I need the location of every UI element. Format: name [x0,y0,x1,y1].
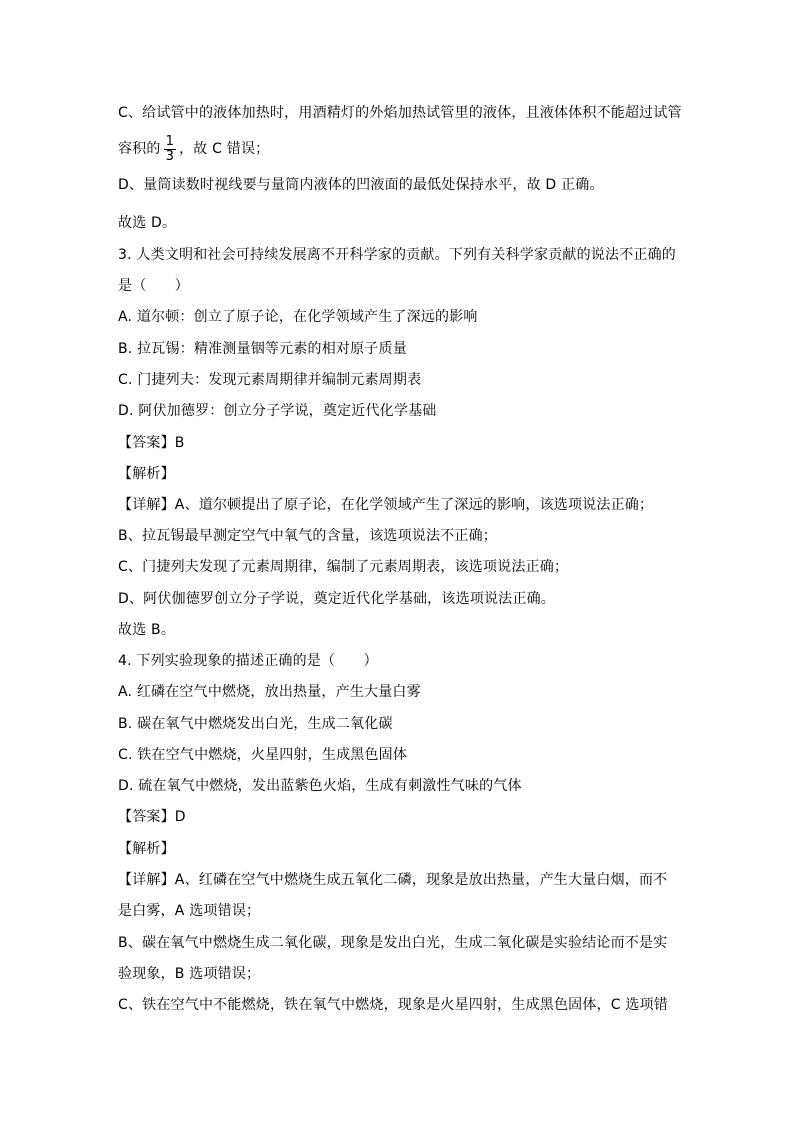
q4-analysis-label: 【解析】 [118,841,175,857]
q2-c-suffix: ，故 C 错误； [179,141,270,157]
q2-option-d-analysis: D、量筒读数时视线要与量筒内液体的凹液面的最低处保持水平，故 D 正确。 [118,177,604,193]
q3-option-d: D. 阿伏加德罗：创立分子学说，奠定近代化学基础 [118,403,437,419]
fraction-one-third [164,135,176,164]
q3-detail-line1: 【详解】A、道尔顿提出了原子论，在化学领域产生了深远的影响，该选项说法正确； [118,497,654,513]
q3-analysis-label: 【解析】 [118,466,175,482]
q3-detail-line4: D、阿伏伽德罗创立分子学说，奠定近代化学基础，该选项说法正确。 [118,591,555,607]
fraction-numerator: 1 [165,133,175,149]
q4-stem: 4. 下列实验现象的描述正确的是（ ） [118,653,378,669]
q4-answer: 【答案】D [118,809,186,825]
q2-option-c-analysis-line1: C、给试管中的液体加热时，用酒精灯的外焰加热试管里的液体，且液体体积不能超过试管 [118,105,682,121]
q3-option-b: B. 拉瓦锡：精准测量铟等元素的相对原子质量 [118,341,407,357]
q3-conclusion: 故选 B。 [118,622,176,638]
q3-detail-line2: B、拉瓦锡最早测定空气中氧气的含量，该选项说法不正确； [118,528,498,544]
q3-answer: 【答案】B [118,435,185,451]
q2-option-c-analysis-line2 [118,129,269,169]
q3-option-a: A. 道尔顿：创立了原子论，在化学领域产生了深远的影响 [118,309,478,325]
q3-stem-line2: 是（ ） [118,278,189,294]
q4-detail-line2: 是白雾，A 选项错误； [118,903,261,919]
q4-detail-line4: 验现象，B 选项错误； [118,966,261,982]
q4-option-d: D. 硫在氧气中燃烧，发出蓝紫色火焰，生成有刺激性气味的气体 [118,778,522,794]
q3-detail-line3: C、门捷列夫发现了元素周期律，编制了元素周期表，该选项说法正确； [118,559,569,575]
q2-conclusion: 故选 D。 [118,215,177,231]
q3-option-c: C. 门捷列夫：发现元素周期律并编制元素周期表 [118,372,422,388]
q4-option-b: B. 碳在氧气中燃烧发出白光，生成二氧化碳 [118,716,393,732]
q4-option-c: C. 铁在空气中燃烧，火星四射，生成黑色固体 [118,747,408,763]
q4-detail-line3: B、碳在氧气中燃烧生成二氧化碳，现象是发出白光，生成二氧化碳是实验结论而不是实 [118,935,668,951]
q2-c-prefix: 容积的 [118,141,161,157]
q4-option-a: A. 红磷在空气中燃烧，放出热量，产生大量白雾 [118,684,421,700]
q4-detail-line5: C、铁在空气中不能燃烧，铁在氧气中燃烧，现象是火星四射，生成黑色固体，C 选项错 [118,997,668,1013]
fraction-denominator: 3 [165,148,175,164]
q4-detail-line1: 【详解】A、红磷在空气中燃烧生成五氧化二磷，现象是放出热量，产生大量白烟，而不 [118,872,668,888]
q3-stem-line1: 3. 人类文明和社会可持续发展离不开科学家的贡献。下列有关科学家贡献的说法不正确的 [118,247,677,263]
